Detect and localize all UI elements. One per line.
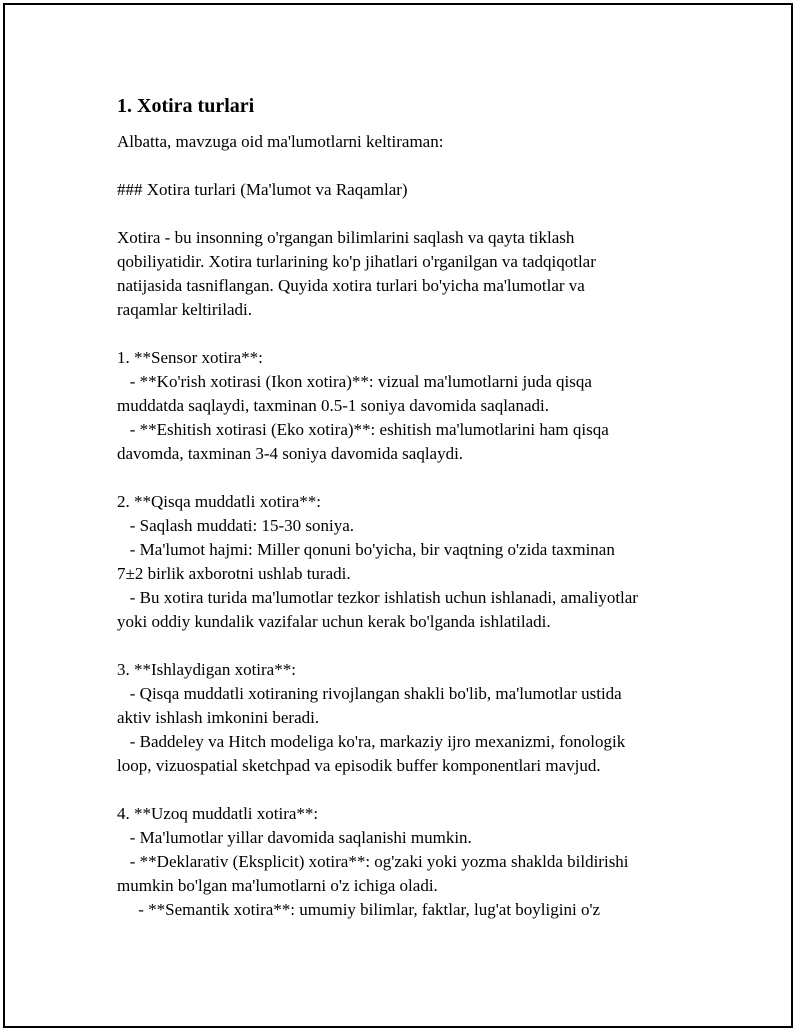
text-line: - Saqlash muddati: 15-30 soniya.	[117, 516, 355, 535]
text-line: Albatta, mavzuga oid ma'lumotlarni keltiraman:	[117, 132, 444, 151]
text-line: yoki oddiy kundalik vazifalar uchun kerak bo'lganda ishlatiladi.	[117, 612, 551, 631]
text-line: - **Ko'rish xotirasi (Ikon xotira)**: vizual ma'lumotlarni juda qisqa	[117, 372, 592, 391]
text-line: - Ma'lumot hajmi: Miller qonuni bo'yicha, bir vaqtning o'zida taxminan	[117, 540, 615, 559]
text-line: 1. **Sensor xotira**:	[117, 348, 263, 367]
text-line: ### Xotira turlari (Ma'lumot va Raqamlar)	[117, 180, 408, 199]
text-line: loop, vizuospatial sketchpad va episodik buffer komponentlari mavjud.	[117, 756, 601, 775]
text-line: 3. **Ishlaydigan xotira**:	[117, 660, 296, 679]
text-line: - **Semantik xotira**: umumiy bilimlar, faktlar, lug'at boyligini o'z	[117, 900, 601, 919]
text-line: 4. **Uzoq muddatli xotira**:	[117, 804, 319, 823]
blank-line	[117, 466, 717, 490]
document-body	[117, 92, 717, 922]
text-line: davomda, taxminan 3-4 soniya davomida saqlaydi.	[117, 444, 464, 463]
text-line: mumkin bo'lgan ma'lumotlarni o'z ichiga oladi.	[117, 876, 438, 895]
text-line: natijasida tasniflangan. Quyida xotira turlari bo'yicha ma'lumotlar va	[117, 276, 585, 295]
text-line: - Baddeley va Hitch modeliga ko'ra, markaziy ijro mexanizmi, fonologik	[117, 732, 626, 751]
text-line: - Bu xotira turida ma'lumotlar tezkor ishlatish uchun ishlanadi, amaliyotlar	[117, 588, 638, 607]
blank-line	[117, 634, 717, 658]
text-line: 2. **Qisqa muddatli xotira**:	[117, 492, 321, 511]
text-line: muddatda saqlaydi, taxminan 0.5-1 soniya davomida saqlanadi.	[117, 396, 549, 415]
blank-line	[117, 778, 717, 802]
text-line: Xotira - bu insonning o'rgangan bilimlarini saqlash va qayta tiklash	[117, 228, 575, 247]
text-line: - **Eshitish xotirasi (Eko xotira)**: eshitish ma'lumotlarini ham qisqa	[117, 420, 609, 439]
blank-line	[117, 322, 717, 346]
text-line: - Qisqa muddatli xotiraning rivojlangan shakli bo'lib, ma'lumotlar ustida	[117, 684, 622, 703]
text-line: qobiliyatidir. Xotira turlarining ko'p jihatlari o'rganilgan va tadqiqotlar	[117, 252, 596, 271]
blank-line	[117, 202, 717, 226]
text-lines	[117, 130, 717, 922]
text-line: aktiv ishlash imkonini beradi.	[117, 708, 320, 727]
section-title: 1. Xotira turlari	[117, 95, 255, 117]
text-line: raqamlar keltiriladi.	[117, 300, 252, 319]
text-line: - **Deklarativ (Eksplicit) xotira**: og'zaki yoki yozma shaklda bildirishi	[117, 852, 629, 871]
blank-line	[117, 154, 717, 178]
text-line: - Ma'lumotlar yillar davomida saqlanishi mumkin.	[117, 828, 472, 847]
text-line: 7±2 birlik axborotni ushlab turadi.	[117, 564, 351, 583]
